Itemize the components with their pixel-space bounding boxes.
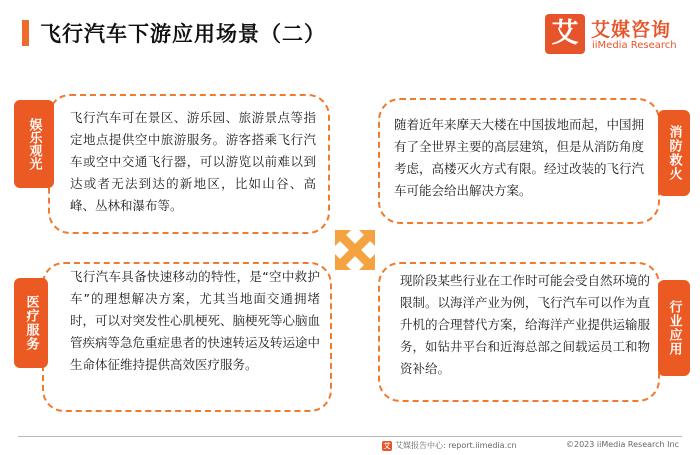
tag-tourism-label: 娱乐观光	[26, 118, 42, 170]
tag-industry: 行业应用	[658, 280, 690, 376]
logo-mark: 艾	[545, 14, 585, 54]
card-industry	[378, 262, 660, 402]
footer-source	[382, 440, 517, 451]
card-industry-text: 现阶段某些行业在工作时可能会受自然环境的限制。以海洋产业为例，飞行汽车可以作为直升机的合理替代方案，给海洋产业提供运输服务，如钻井平台和近海总部之间载运员工和物资补给。	[400, 273, 651, 376]
tag-tourism	[14, 100, 54, 188]
footer-divider	[18, 436, 682, 437]
card-firefighting-text: 随着近年来摩天大楼在中国拔地而起，中国拥有了全世界主要的高层建筑，但是从消防角度考虑，高楼灭火方式有限。经过改装的飞行汽车可能会给出解决方案。	[394, 117, 645, 198]
card-tourism	[48, 94, 330, 234]
card-medical-text: 飞行汽车具备快速移动的特性，是“空中救护车”的理想解决方案，尤其当地面交通拥堵时，可以对突发性心肌梗死、脑梗死等心脑血管疾病等急危重症患者的快速转运及转运途中生命体征维持提供高效医疗服务。	[70, 269, 321, 372]
footer-source-text: 艾媒报告中心: report.iimedia.cn	[395, 441, 517, 450]
logo-english-name: iiMedia Research	[592, 40, 677, 51]
footer-copyright: ©2023 iiMedia Research Inc	[566, 440, 679, 449]
four-way-arrows-icon	[331, 226, 379, 274]
card-medical	[42, 262, 332, 412]
iimedia-logo	[545, 14, 690, 56]
page-title: 飞行汽车下游应用场景（二）	[40, 22, 326, 46]
card-firefighting	[378, 98, 660, 224]
tag-firefighting: 消防救火	[658, 110, 690, 196]
logo-chinese-name: 艾媒咨询	[591, 19, 672, 41]
card-tourism-text: 飞行汽车可在景区、游乐园、旅游景点等指定地点提供空中旅游服务。游客搭乘飞行汽车或空中交通飞行器，可以游览以前难以到达或者无法到达的新地区，比如山谷、高峰、丛林和瀑布等。	[70, 110, 316, 213]
title-accent-bar	[22, 20, 29, 46]
footer-logo-icon: 艾	[383, 441, 391, 450]
tag-medical: 医疗服务	[14, 278, 48, 368]
